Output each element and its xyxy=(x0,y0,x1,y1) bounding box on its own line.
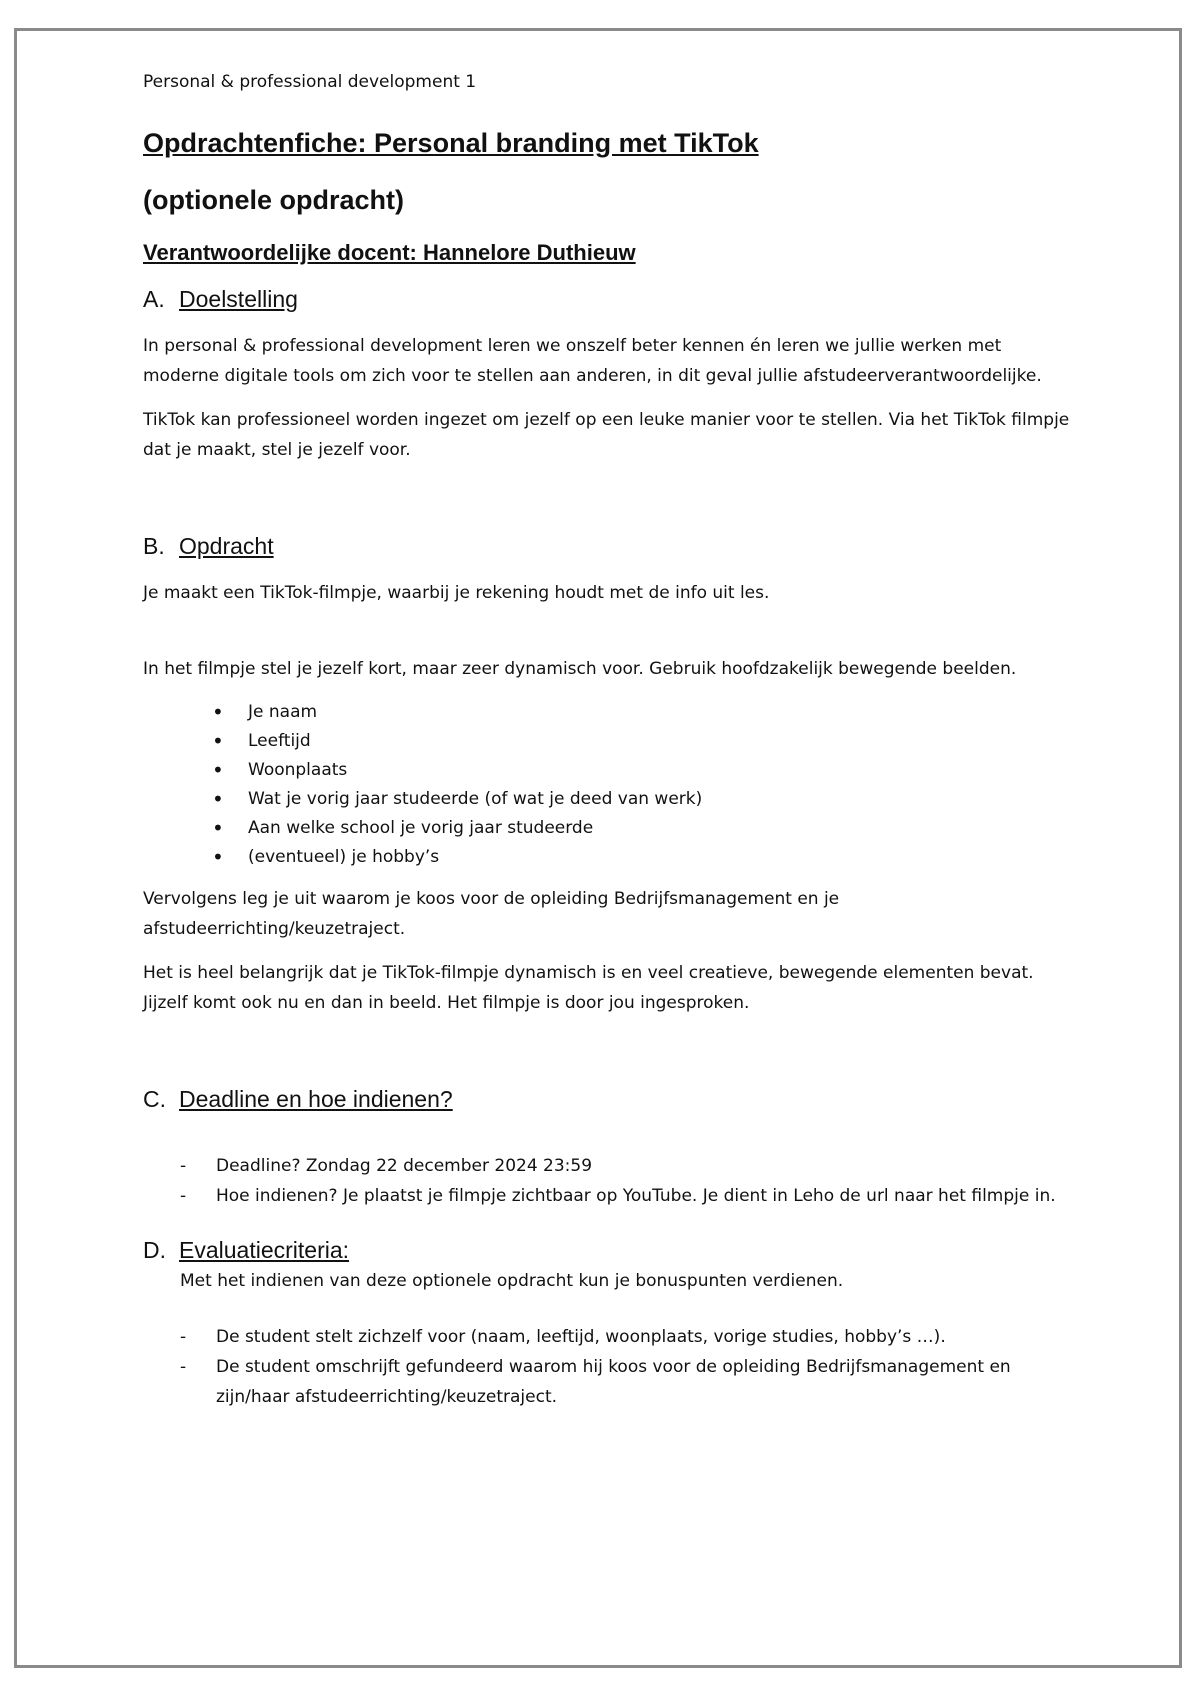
document-subtitle: (optionele opdracht) xyxy=(143,185,404,215)
responsible-teacher: Verantwoordelijke docent: Hannelore Duthieuw xyxy=(143,240,636,265)
list-item: - De student stelt zichzelf voor (naam, leeftijd, woonplaats, vorige studies, hobby’s …). xyxy=(216,1322,1073,1352)
list-item: • Wat je vorig jaar studeerde (of wat je deed van werk) xyxy=(248,785,1073,814)
section-a-heading xyxy=(143,286,1073,313)
section-b-heading xyxy=(143,533,1073,560)
section-c-title: Deadline en hoe indienen? xyxy=(179,1086,453,1112)
section-d-letter: D. xyxy=(143,1237,166,1263)
section-d-heading xyxy=(143,1237,1073,1264)
section-b-paragraph-1: Je maakt een TikTok-filmpje, waarbij je rekening houdt met de info uit les. xyxy=(143,583,770,603)
section-b-title: Opdracht xyxy=(179,533,274,559)
section-d-intro: Met het indienen van deze optionele opdracht kun je bonuspunten verdienen. xyxy=(180,1271,844,1291)
section-a-title: Doelstelling xyxy=(179,286,298,312)
list-item: • Leeftijd xyxy=(248,727,1073,756)
deadline-list xyxy=(143,1151,1073,1211)
list-item: - De student omschrijft gefundeerd waarom hij koos voor de opleiding Bedrijfsmanagement en zijn/haar afstudeerrichting/keuzetraject. xyxy=(216,1352,1073,1412)
page-header: Personal & professional development 1 xyxy=(143,72,477,92)
section-a-paragraph-1: In personal & professional development leren we onszelf beter kennen én leren we jullie werken met moderne digitale tools om zich voor te stellen aan anderen, in dit geval jullie afstudeerverantwoordelijke. xyxy=(143,336,1042,386)
list-item: • Aan welke school je vorig jaar studeerde xyxy=(248,814,1073,843)
list-item: • (eventueel) je hobby’s xyxy=(248,843,1073,872)
section-d-title: Evaluatiecriteria: xyxy=(179,1237,350,1263)
list-item: - Hoe indienen? Je plaatst je filmpje zichtbaar op YouTube. Je dient in Leho de url naar het filmpje in. xyxy=(216,1181,1073,1211)
document-title: Opdrachtenfiche: Personal branding met TikTok xyxy=(143,128,759,158)
intro-bullet-list xyxy=(143,698,1073,872)
section-c-heading xyxy=(143,1086,1073,1113)
section-b-paragraph-3: Vervolgens leg je uit waarom je koos voor de opleiding Bedrijfsmanagement en je afstudeerrichting/keuzetraject. xyxy=(143,889,840,939)
section-a-paragraph-2: TikTok kan professioneel worden ingezet om jezelf op een leuke manier voor te stellen. Via het TikTok filmpje dat je maakt, stel je jezelf voor. xyxy=(143,410,1070,460)
section-b-paragraph-4: Het is heel belangrijk dat je TikTok-filmpje dynamisch is en veel creatieve, bewegende elementen bevat. Jijzelf komt ook nu en dan in beeld. Het filmpje is door jou ingesproken. xyxy=(143,963,1034,1013)
evaluation-criteria-list xyxy=(143,1322,1073,1412)
section-b-letter: B. xyxy=(143,533,165,559)
document-body xyxy=(143,72,1073,1426)
list-item: • Woonplaats xyxy=(248,756,1073,785)
section-c-letter: C. xyxy=(143,1086,166,1112)
section-b-paragraph-2: In het filmpje stel je jezelf kort, maar zeer dynamisch voor. Gebruik hoofdzakelijk bewegende beelden. xyxy=(143,659,1017,679)
section-a-letter: A. xyxy=(143,286,165,312)
list-item: - Deadline? Zondag 22 december 2024 23:59 xyxy=(216,1151,1073,1181)
list-item: • Je naam xyxy=(248,698,1073,727)
